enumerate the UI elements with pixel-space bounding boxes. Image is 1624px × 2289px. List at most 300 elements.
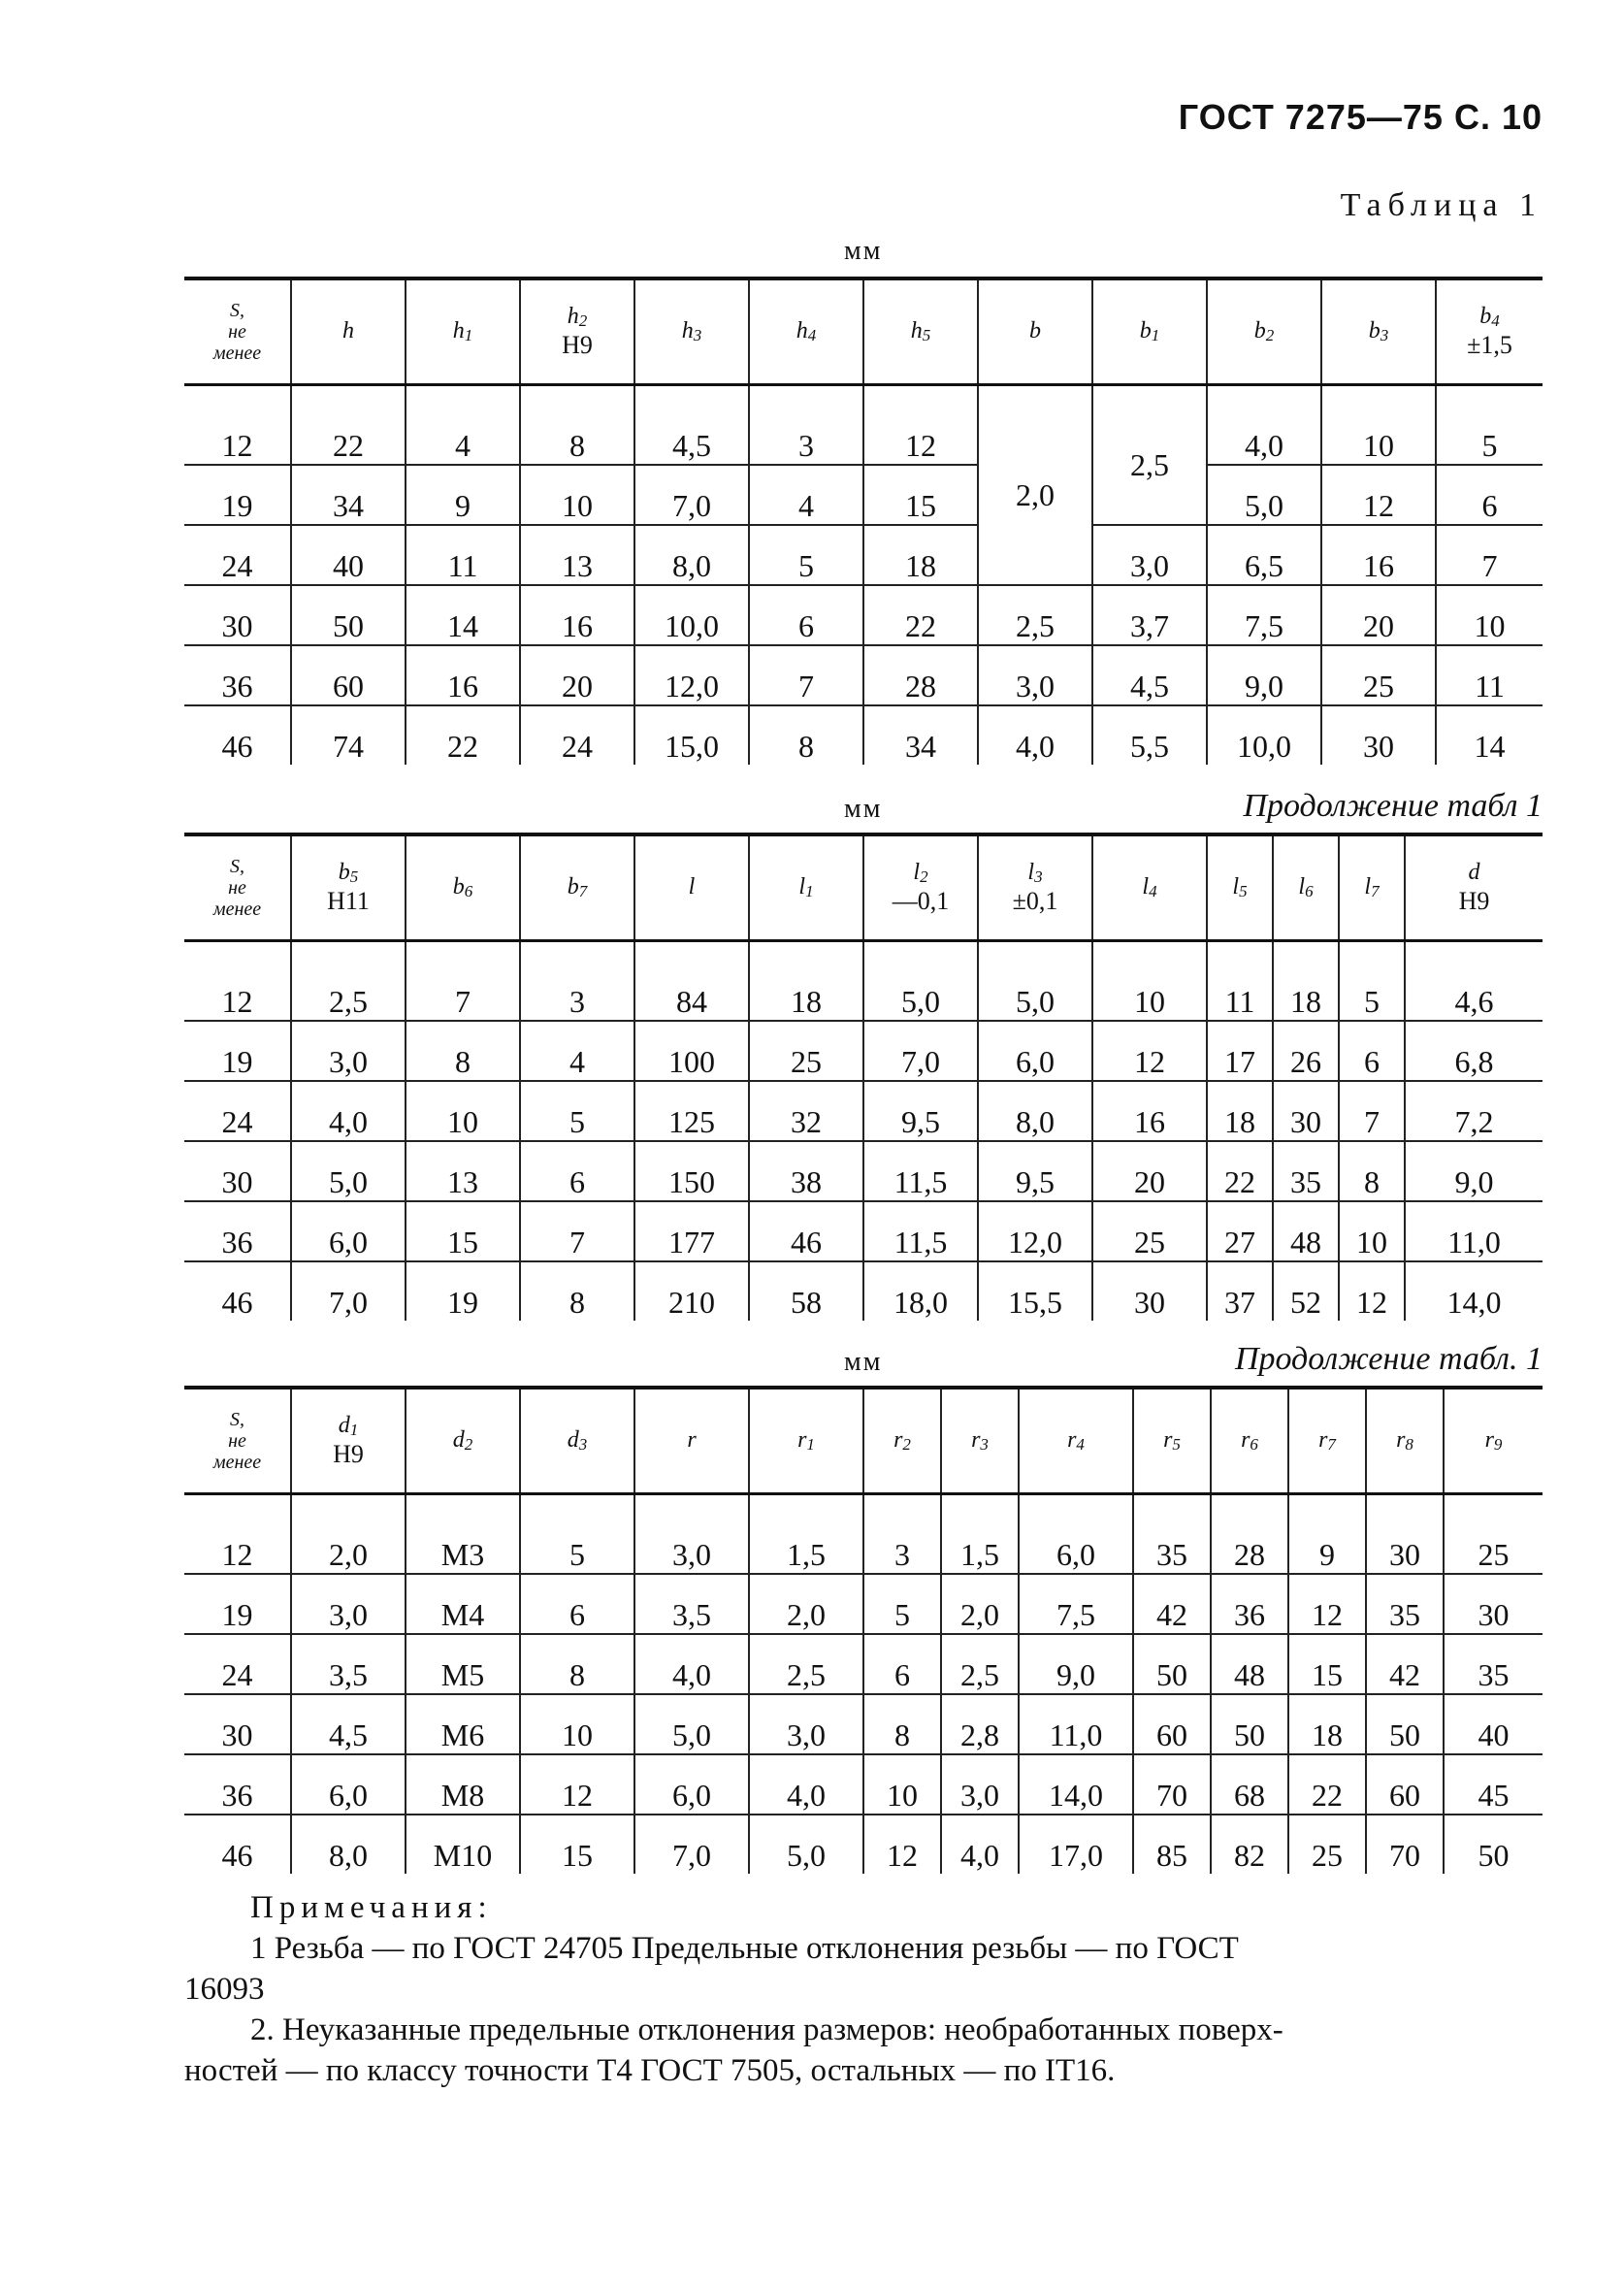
header-subscript: 3 [578,1435,588,1455]
header-symbol: b [1253,318,1266,344]
cell-l4: 16 [1092,1081,1207,1141]
header-tolerance: ±0,1 [1012,886,1058,915]
cell-r7: 15 [1288,1634,1366,1694]
table-row [184,1634,1543,1694]
s-label-line: S, [230,300,244,321]
cell-r7: 25 [1288,1815,1366,1874]
cell-h3: 7,0 [634,465,749,525]
cell-l6: 26 [1273,1021,1339,1081]
cell-r2: 10 [863,1754,941,1815]
cell-l4: 30 [1092,1261,1207,1321]
cell-r5: 60 [1133,1694,1211,1754]
cell-r8: 30 [1366,1494,1444,1575]
cell-b6: 15 [406,1201,520,1261]
cell-d: 11,0 [1405,1201,1543,1261]
cell-r9: 30 [1444,1574,1543,1634]
header-s [184,1388,291,1494]
cell-h3: 8,0 [634,525,749,585]
cell-s: 30 [184,1141,291,1201]
cell-s: 30 [184,585,291,645]
cell-s: 12 [184,385,291,466]
cell-r5: 70 [1133,1754,1211,1815]
cell-b2: 9,0 [1207,645,1321,705]
cell-b: 2,5 [978,585,1092,645]
cell-b2: 10,0 [1207,705,1321,765]
s-label-line: менее [212,1452,262,1473]
header-b5 [291,834,406,941]
cell-h4: 4 [749,465,863,525]
cell-h2: 20 [520,645,634,705]
header-subscript: 6 [1305,882,1314,901]
notes [184,1887,1543,2091]
cell-b1: 3,7 [1092,585,1207,645]
table-caption: Таблица 1 [1340,187,1543,223]
header-subscript: 7 [1327,1435,1336,1455]
cell-r4: 6,0 [1019,1494,1133,1575]
cell-l2: 7,0 [863,1021,978,1081]
cell-l1: 46 [749,1201,863,1261]
header-symbol: r [893,1427,903,1454]
header-symbol: d [338,1412,350,1438]
cell-d3: 15 [520,1815,634,1874]
header-l7 [1339,834,1405,941]
cell-b5: 5,0 [291,1141,406,1201]
cell-r8: 60 [1366,1754,1444,1815]
cell-l1: 38 [749,1141,863,1201]
cell-h5: 12 [863,385,978,466]
cell-r1: 4,0 [749,1754,863,1815]
header-subscript: 3 [693,326,702,345]
unit-label-1: мм [844,236,883,266]
header-subscript: 2 [464,1435,473,1455]
header-tolerance: H9 [333,1439,364,1468]
cell-b5: 2,5 [291,941,406,1022]
header-l2 [863,834,978,941]
header-subscript: 5 [1172,1435,1181,1455]
cell-r8: 70 [1366,1815,1444,1874]
cell-s: 46 [221,729,253,764]
cell-d1: 3,0 [291,1574,406,1634]
header-symbol: r [1163,1427,1173,1454]
s-label-line: менее [212,343,262,364]
cell-d3: 8 [520,1634,634,1694]
continuation-label-1: Продолжение табл 1 [1243,788,1543,824]
cell-b4: 11 [1436,645,1543,705]
cell-r4: 9,0 [1019,1634,1133,1694]
cell-h1: 9 [406,465,520,525]
cell-h4: 7 [749,645,863,705]
table-2 [184,833,1543,1321]
cell-l: 125 [634,1081,749,1141]
cell-l2: 11,5 [863,1201,978,1261]
note-2-line-2: ностей — по классу точности Т4 ГОСТ 7505, остальных — по IT16. [184,2053,1116,2088]
cell-h3: 15,0 [634,705,749,765]
cell-r2: 8 [863,1694,941,1754]
cell-b6: 19 [406,1261,520,1321]
header-symbol: l [1142,874,1150,900]
cell-b6: 13 [406,1141,520,1201]
header-b7 [520,834,634,941]
cell-l1: 32 [749,1081,863,1141]
table-row [184,585,1543,645]
cell-l6: 52 [1273,1261,1339,1321]
header-symbol: h [342,318,354,344]
cell-r1: 2,5 [749,1634,863,1694]
cell-r1: 1,5 [749,1494,863,1575]
cell-r3: 1,5 [941,1494,1019,1575]
header-subscript: 3 [1380,326,1389,345]
table-row [184,385,1543,466]
header-b3 [1321,278,1436,385]
cell-l4: 25 [1092,1201,1207,1261]
header-r3 [941,1388,1019,1494]
cell-d3: 5 [520,1494,634,1575]
header-symbol: b [567,874,579,900]
header-symbol: b [1029,318,1041,344]
cell-d: 6,8 [1405,1021,1543,1081]
header-symbol: r [1241,1427,1250,1454]
table-row [184,1494,1543,1575]
cell-b5: 6,0 [291,1201,406,1261]
cell-s: 36 [184,645,291,705]
cell-l4: 20 [1092,1141,1207,1201]
cell-h2: 24 [520,705,634,765]
header-subscript: 2 [1265,326,1275,345]
cell-b6: 8 [406,1021,520,1081]
header-h4 [749,278,863,385]
cell-d: 7,2 [1405,1081,1543,1141]
cell-r8: 50 [1366,1694,1444,1754]
cell-d: 4,6 [1405,941,1543,1022]
header-h5 [863,278,978,385]
cell-l5: 11 [1207,941,1273,1022]
header-r5 [1133,1388,1211,1494]
cell-b4: 7 [1436,525,1543,585]
header-symbol: b [452,874,465,900]
cell-h3: 10,0 [634,585,749,645]
header-tolerance: H9 [1458,886,1490,915]
cell-l: 84 [634,941,749,1022]
cell-l2: 9,5 [863,1081,978,1141]
cell-r2: 6 [863,1634,941,1694]
cell-r: 6,0 [634,1754,749,1815]
cell-r3: 2,8 [941,1694,1019,1754]
cell-r7: 22 [1288,1754,1366,1815]
header-symbol: l [913,859,921,885]
header-symbol: d [1468,859,1480,885]
header-h2 [520,278,634,385]
cell-r4: 14,0 [1019,1754,1133,1815]
cell-r3: 4,0 [941,1815,1019,1874]
cell-r: 5,0 [634,1694,749,1754]
header-symbol: r [1318,1427,1328,1454]
header-row [184,834,1543,941]
cell-r7: 18 [1288,1694,1366,1754]
cell-d2: М4 [406,1574,520,1634]
cell-d1: 4,5 [291,1694,406,1754]
header-subscript: 1 [349,1420,359,1439]
cell-l5: 37 [1207,1261,1273,1321]
cell-r2: 3 [863,1494,941,1575]
header-subscript: 3 [1034,867,1043,886]
cell-r6: 28 [1211,1494,1288,1575]
cell-b-merged: 2,0 [978,385,1092,586]
table-row [184,1815,1543,1874]
table-row [184,1754,1543,1815]
cell-d3: 10 [520,1694,634,1754]
table-row [184,1694,1543,1754]
header-r4 [1019,1388,1133,1494]
s-label-line: не [228,1430,246,1452]
note-2-line-1: 2. Неуказанные предельные отклонения размеров: необработанных поверх- [250,2012,1283,2047]
header-symbol: l [1364,874,1372,900]
header-symbol: h [796,318,808,344]
cell-r3: 2,5 [941,1634,1019,1694]
header-subscript: 1 [806,1435,815,1455]
header-r9 [1444,1388,1543,1494]
header-d2 [406,1388,520,1494]
header-l1 [749,834,863,941]
table-row [184,1081,1543,1141]
header-tolerance: —0,1 [892,886,950,915]
cell-h2: 8 [520,385,634,466]
cell-l6: 18 [1273,941,1339,1022]
header-symbol: h [681,318,694,344]
header-tolerance: ±1,5 [1467,330,1512,359]
cell-b5: 7,0 [291,1261,406,1321]
cell-l5: 22 [1207,1141,1273,1201]
cell-r8: 42 [1366,1634,1444,1694]
header-l3 [978,834,1092,941]
cell-l3: 12,0 [978,1201,1092,1261]
table-1 [184,277,1543,765]
cell-d: 14,0 [1405,1261,1543,1321]
cell-b3: 25 [1321,645,1436,705]
table-row [184,941,1543,1022]
table-3 [184,1386,1543,1874]
cell-b1-merged: 2,5 [1092,385,1207,526]
cell-r5: 35 [1133,1494,1211,1575]
header-symbol: r [971,1427,981,1454]
cell-d3: 6 [520,1574,634,1634]
header-subscript: 4 [1076,1435,1085,1455]
cell-l5: 18 [1207,1081,1273,1141]
cell-r5: 50 [1133,1634,1211,1694]
cell-h5: 22 [863,585,978,645]
header-symbol: d [452,1427,465,1454]
cell-r1: 3,0 [749,1694,863,1754]
header-subscript: 4 [1149,882,1157,901]
cell-r9: 45 [1444,1754,1543,1815]
cell-b4: 14 [1436,705,1543,765]
cell-b4: 10 [1436,585,1543,645]
cell-l7: 10 [1339,1201,1405,1261]
header-h [291,278,406,385]
cell-l: 177 [634,1201,749,1261]
header-r6 [1211,1388,1288,1494]
header-symbol: l [688,874,696,900]
cell-d: 9,0 [1405,1141,1543,1201]
cell-l5: 17 [1207,1021,1273,1081]
cell-b7: 3 [520,941,634,1022]
cell-h1: 11 [406,525,520,585]
header-subscript: 1 [464,326,473,345]
cell-h4: 8 [749,705,863,765]
cell-d2: М10 [406,1815,520,1874]
cell-r6: 82 [1211,1815,1288,1874]
note-1-line-2: 16093 [184,1972,265,2007]
cell-r6: 36 [1211,1574,1288,1634]
cell-h2: 16 [520,585,634,645]
cell-r1: 2,0 [749,1574,863,1634]
cell-r: 4,0 [634,1634,749,1694]
header-symbol: r [797,1427,807,1454]
header-r8 [1366,1388,1444,1494]
header-b [978,278,1092,385]
header-d3 [520,1388,634,1494]
header-b2 [1207,278,1321,385]
header-symbol: h [567,303,579,329]
cell-l5: 27 [1207,1201,1273,1261]
cell-l3: 15,5 [978,1261,1092,1321]
cell-l: 150 [634,1141,749,1201]
header-subscript: 2 [578,311,588,330]
unit-label-2: мм [844,794,883,824]
cell-l3: 9,5 [978,1141,1092,1201]
cell-r5: 42 [1133,1574,1211,1634]
header-h3 [634,278,749,385]
header-d1 [291,1388,406,1494]
cell-h5: 15 [863,465,978,525]
header-symbol: l [1232,874,1240,900]
cell-h4: 5 [749,525,863,585]
cell-b2: 5,0 [1207,465,1321,525]
cell-h1: 14 [406,585,520,645]
cell-s: 36 [184,1754,291,1815]
header-subscript: 2 [920,867,928,886]
cell-d1: 8,0 [291,1815,406,1874]
cell-b4: 5 [1436,385,1543,466]
cell-s: 36 [184,1201,291,1261]
header-symbol: b [338,859,350,885]
header-l [634,834,749,941]
cell-s: 19 [184,1574,291,1634]
cell-r7: 12 [1288,1574,1366,1634]
cell-b5: 3,0 [291,1021,406,1081]
cell-r: 7,0 [634,1815,749,1874]
header-symbol: b [1368,318,1380,344]
cell-b6: 7 [406,941,520,1022]
cell-r: 3,0 [634,1494,749,1575]
cell-h3: 4,5 [634,385,749,466]
header-subscript: 7 [578,882,588,901]
cell-s: 30 [184,1694,291,1754]
header-subscript: 2 [902,1435,911,1455]
cell-r7: 9 [1288,1494,1366,1575]
cell-h4: 3 [749,385,863,466]
cell-b2: 6,5 [1207,525,1321,585]
cell-b2: 7,5 [1207,585,1321,645]
cell-s: 19 [184,1021,291,1081]
cell-d2: М3 [406,1494,520,1575]
cell-r2: 5 [863,1574,941,1634]
table-row [184,1021,1543,1081]
cell-d1: 3,5 [291,1634,406,1694]
page-header: ГОСТ 7275—75 С. 10 [1178,97,1543,137]
header-symbol: r [1484,1427,1494,1454]
cell-b3: 12 [1321,465,1436,525]
table-row [184,465,1543,525]
cell-l7: 8 [1339,1141,1405,1201]
cell-r1: 5,0 [749,1815,863,1874]
header-tolerance: H9 [562,330,593,359]
header-subscript: 6 [464,882,473,901]
cell-r9: 50 [1444,1815,1543,1874]
header-subscript: 4 [807,326,817,345]
header-subscript: 4 [1491,311,1500,330]
cell-s: 46 [221,1285,253,1320]
cell-l2: 18,0 [863,1261,978,1321]
cell-b3: 30 [1321,705,1436,765]
header-symbol: r [687,1427,697,1454]
cell-l4: 10 [1092,941,1207,1022]
table-row [184,645,1543,705]
table-row [184,525,1543,585]
cell-h1: 16 [406,645,520,705]
cell-l1: 25 [749,1021,863,1081]
cell-h1: 22 [406,705,520,765]
header-s [184,834,291,941]
cell-h5: 28 [863,645,978,705]
header-symbol: b [1139,318,1152,344]
header-symbol: l [1027,859,1035,885]
cell-b7: 8 [520,1261,634,1321]
header-row [184,1388,1543,1494]
cell-l: 210 [634,1261,749,1321]
cell-s: 19 [184,465,291,525]
cell-l6: 35 [1273,1141,1339,1201]
notes-title: Примечания: [250,1890,493,1925]
cell-r: 3,5 [634,1574,749,1634]
cell-r6: 50 [1211,1694,1288,1754]
header-b6 [406,834,520,941]
cell-s: 24 [184,1634,291,1694]
cell-b: 3,0 [978,645,1092,705]
cell-r4: 17,0 [1019,1815,1133,1874]
header-b4 [1436,278,1543,385]
cell-d2: М5 [406,1634,520,1694]
table-row [184,1141,1543,1201]
cell-b1: 4,5 [1092,645,1207,705]
cell-b: 4,0 [978,705,1092,765]
cell-s: 24 [184,1081,291,1141]
cell-l4: 12 [1092,1021,1207,1081]
table-row [184,1261,1543,1321]
cell-r3: 3,0 [941,1754,1019,1815]
header-symbol: d [567,1427,579,1454]
cell-b7: 4 [520,1021,634,1081]
cell-h: 74 [291,705,406,765]
cell-l3: 5,0 [978,941,1092,1022]
header-subscript: 6 [1250,1435,1258,1455]
header-symbol: r [1067,1427,1077,1454]
cell-r6: 48 [1211,1634,1288,1694]
table-row [184,1574,1543,1634]
header-tolerance: H11 [327,886,370,915]
cell-b5: 4,0 [291,1081,406,1141]
header-d [1405,834,1543,941]
table-row [184,1201,1543,1261]
